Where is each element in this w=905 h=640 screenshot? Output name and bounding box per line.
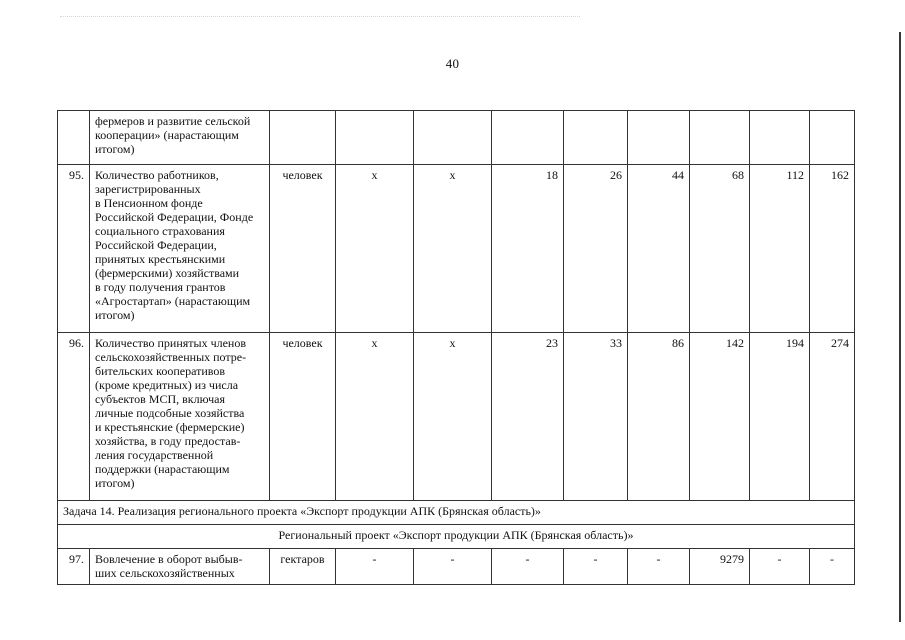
scan-right-edge (899, 32, 901, 622)
value-cell: х (336, 333, 414, 501)
unit-cell: человек (270, 333, 336, 501)
table-row (58, 549, 855, 585)
indicator-name: Количество принятых членов сельскохозяйственных потре- бительских кооперативов (кроме кредитных) из числа субъектов МСП, включая личные подсобные хозяйства и крестьянские (фермерские) хозяйства, в году предостав- ления государственной поддержки (нарастающим итогом) (90, 333, 270, 501)
value-cell: - (810, 549, 855, 585)
value-cell: 18 (492, 165, 564, 333)
value-cell: 86 (628, 333, 690, 501)
value-cell: 44 (628, 165, 690, 333)
value-cell: 23 (492, 333, 564, 501)
indicator-name: Вовлечение в оборот выбыв- ших сельскохозяйственных (90, 549, 270, 585)
value-cell: - (336, 549, 414, 585)
value-cell: 112 (750, 165, 810, 333)
project-heading-row (58, 525, 855, 549)
row-number: 97. (58, 549, 90, 585)
indicators-table (57, 110, 855, 585)
value-cell: 26 (564, 165, 628, 333)
row-number: 95. (58, 165, 90, 333)
value-cell: 194 (750, 333, 810, 501)
value-cell: 68 (690, 165, 750, 333)
table-row (58, 111, 855, 165)
table-row (58, 165, 855, 333)
value-cell: - (628, 549, 690, 585)
table-row (58, 333, 855, 501)
value-cell (690, 111, 750, 165)
value-cell (336, 111, 414, 165)
indicator-name: фермеров и развитие сельской кооперации» (нарастающим итогом) (90, 111, 270, 165)
value-cell (564, 111, 628, 165)
value-cell: - (492, 549, 564, 585)
value-cell: 9279 (690, 549, 750, 585)
value-cell (810, 111, 855, 165)
row-number (58, 111, 90, 165)
value-cell (414, 111, 492, 165)
value-cell: х (414, 165, 492, 333)
value-cell: 162 (810, 165, 855, 333)
value-cell: х (414, 333, 492, 501)
indicator-name: Количество работников, зарегистрированных в Пенсионном фонде Российской Федерации, Фонде социального страхования Российской Федерации, принятых крестьянскими (фермерскими) хозяйствами в году получения грантов «Агростартап» (нарастающим итогом) (90, 165, 270, 333)
value-cell: - (750, 549, 810, 585)
regional-project-heading: Региональный проект «Экспорт продукции АПК (Брянская область)» (58, 525, 855, 549)
task-heading: Задача 14. Реализация регионального проекта «Экспорт продукции АПК (Брянская область)» (58, 501, 855, 525)
value-cell: 33 (564, 333, 628, 501)
value-cell: 274 (810, 333, 855, 501)
value-cell: - (414, 549, 492, 585)
page-number: 40 (445, 56, 460, 71)
task-heading-row (58, 501, 855, 525)
value-cell (628, 111, 690, 165)
unit-cell (270, 111, 336, 165)
value-cell: 142 (690, 333, 750, 501)
row-number: 96. (58, 333, 90, 501)
unit-cell: гектаров (270, 549, 336, 585)
value-cell (750, 111, 810, 165)
unit-cell: человек (270, 165, 336, 333)
value-cell: - (564, 549, 628, 585)
value-cell (492, 111, 564, 165)
value-cell: х (336, 165, 414, 333)
scan-artifact-line (60, 16, 580, 19)
